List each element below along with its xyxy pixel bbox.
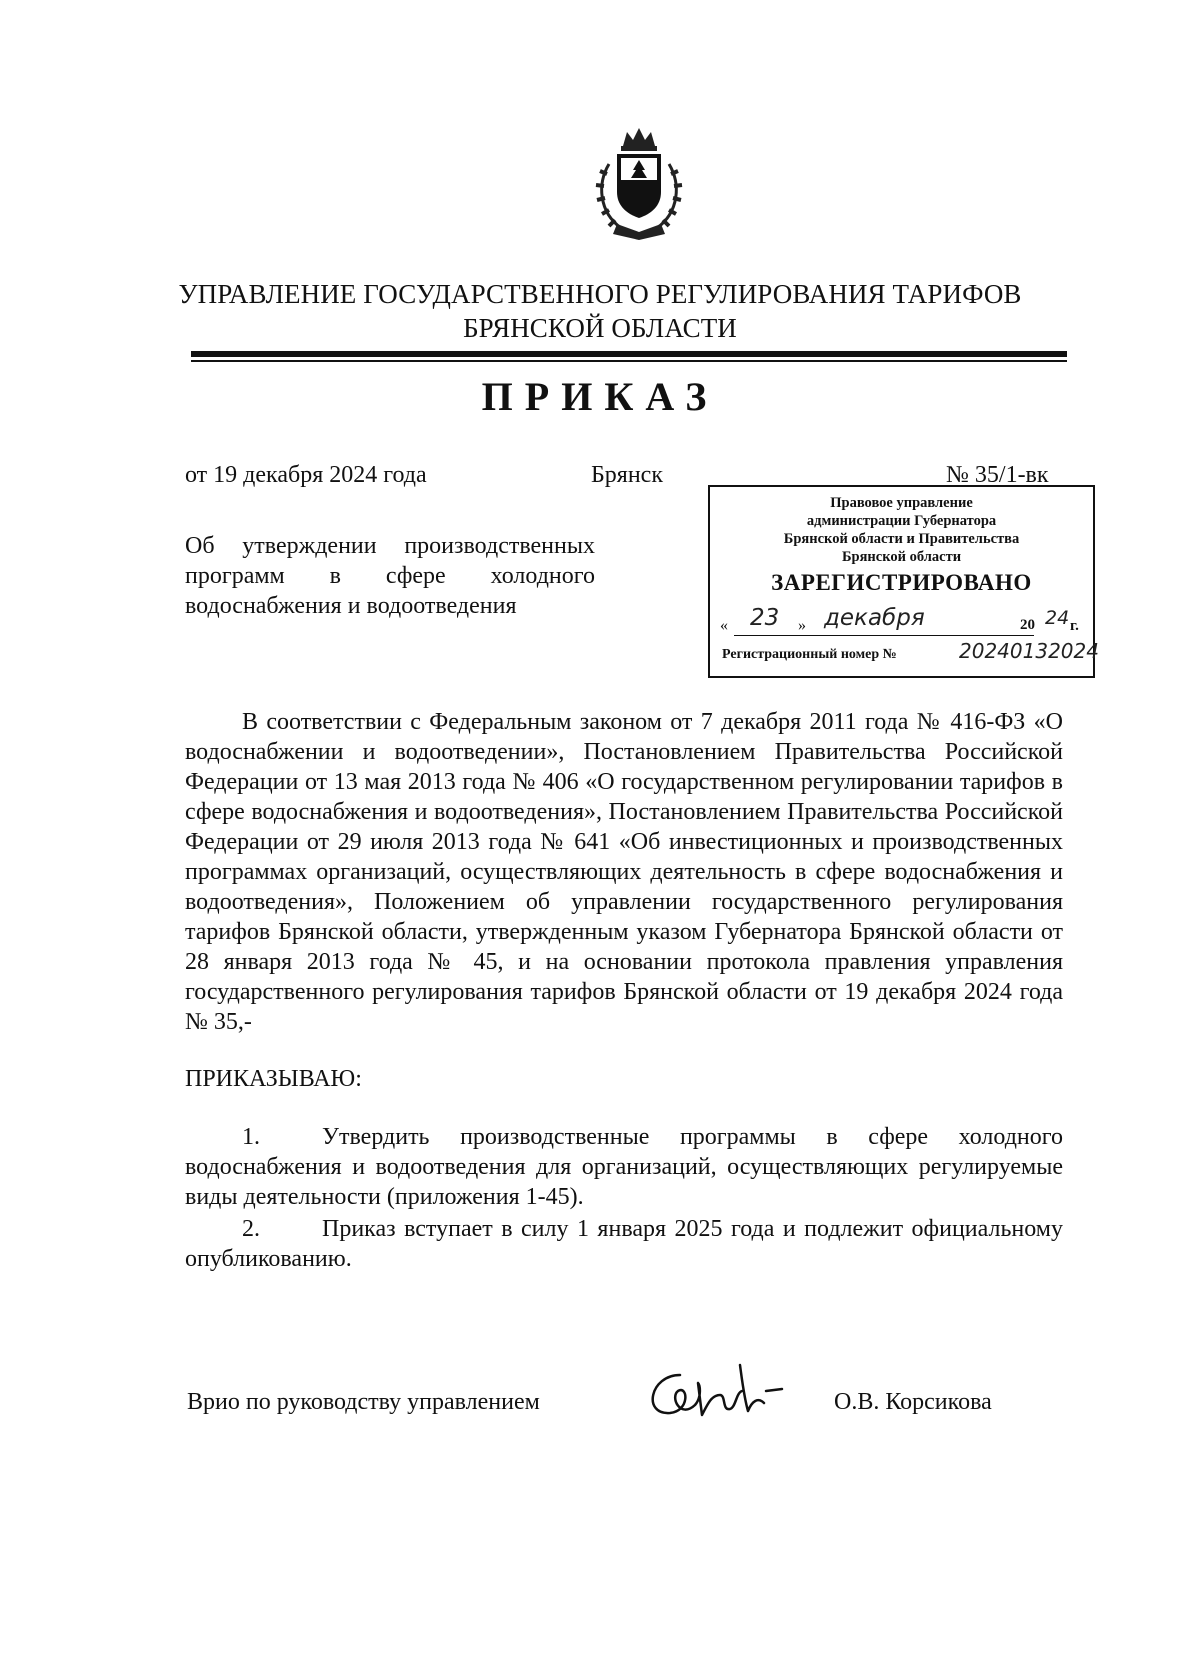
stamp-date-underline <box>734 635 1034 636</box>
header-divider-thin <box>191 360 1067 362</box>
header-divider-thick <box>191 351 1067 357</box>
coat-of-arms-emblem <box>591 124 687 242</box>
registration-stamp <box>708 485 1099 678</box>
stamp-day: 23 <box>750 605 780 631</box>
order-item-2-number: 2. <box>242 1216 260 1242</box>
stamp-year-suffix: 24 <box>1045 607 1070 629</box>
stamp-line-4: Брянской области <box>841 549 962 565</box>
stamp-year-unit: г. <box>1070 618 1079 634</box>
stamp-year-prefix: 20 <box>1020 617 1035 633</box>
signatory-position: Врио по руководству управлением <box>187 1389 540 1415</box>
order-word: ПРИКАЗЫВАЮ: <box>185 1066 362 1092</box>
stamp-line-3: Брянской области и Правительства <box>783 531 1020 547</box>
order-item-1 <box>185 1122 1063 1212</box>
stamp-quote-open: « <box>720 617 728 634</box>
document-number: № 35/1-вк <box>946 462 1049 488</box>
signatory-name: О.В. Корсикова <box>834 1389 992 1415</box>
stamp-registered-label: ЗАРЕГИСТРИРОВАНО <box>771 570 1032 595</box>
handwritten-signature <box>640 1345 790 1435</box>
stamp-line-2: администрации Губернатора <box>806 513 997 529</box>
document-date: от 19 декабря 2024 года <box>185 462 427 488</box>
order-item-2-text: Приказ вступает в силу 1 января 2025 года и подлежит официальному опубликованию. <box>185 1216 1063 1272</box>
order-item-1-text: Утвердить производственные программы в сфере холодного водоснабжения и водоотведения для организаций, осуществляющих регулируемые виды деятельности (приложения 1-45). <box>185 1124 1063 1210</box>
document-city: Брянск <box>591 462 663 488</box>
stamp-reg-label: Регистрационный номер № <box>722 647 897 662</box>
order-item-2 <box>185 1214 1063 1274</box>
organization-line-1: УПРАВЛЕНИЕ ГОСУДАРСТВЕННОГО РЕГУЛИРОВАНИЯ ТАРИФОВ <box>178 279 1022 309</box>
stamp-reg-number: 20240132024 <box>959 639 1099 663</box>
document-subject: Об утверждении производственных программ в сфере холодного водоснабжения и водоотведения <box>185 533 595 619</box>
organization-name <box>0 277 1200 345</box>
stamp-quote-close: » <box>798 617 806 634</box>
stamp-line-1: Правовое управление <box>830 495 973 511</box>
body-paragraph: В соответствии с Федеральным законом от 7 декабря 2011 года № 416-ФЗ «О водоснабжении и водоотведении», Постановлением Правительства Российской Федерации от 13 мая 2013 года № 406 «О государственном регулировании тарифов в сфере водоснабжения и водоотведения», Постановлением Правительства Российской Федерации от 29 июля 2013 года № 641 «Об инвестиционных и производственных программах организаций, осуществляющих деятельность в сфере водоснабжения и водоотведения», Положением об управлении государственного регулирования тарифов Брянской области, утвержденным указом Губернатора Брянской области от 28 января 2013 года № 45, и на основании протокола правления управления государственного регулирования тарифов Брянской области от 19 декабря 2024 года № 35,- <box>185 709 1063 1035</box>
document-title: ПРИКАЗ <box>481 374 719 419</box>
order-item-1-number: 1. <box>242 1124 260 1150</box>
stamp-month: декабря <box>824 605 925 631</box>
stamp-date <box>720 605 1085 641</box>
organization-line-2: БРЯНСКОЙ ОБЛАСТИ <box>463 313 737 343</box>
